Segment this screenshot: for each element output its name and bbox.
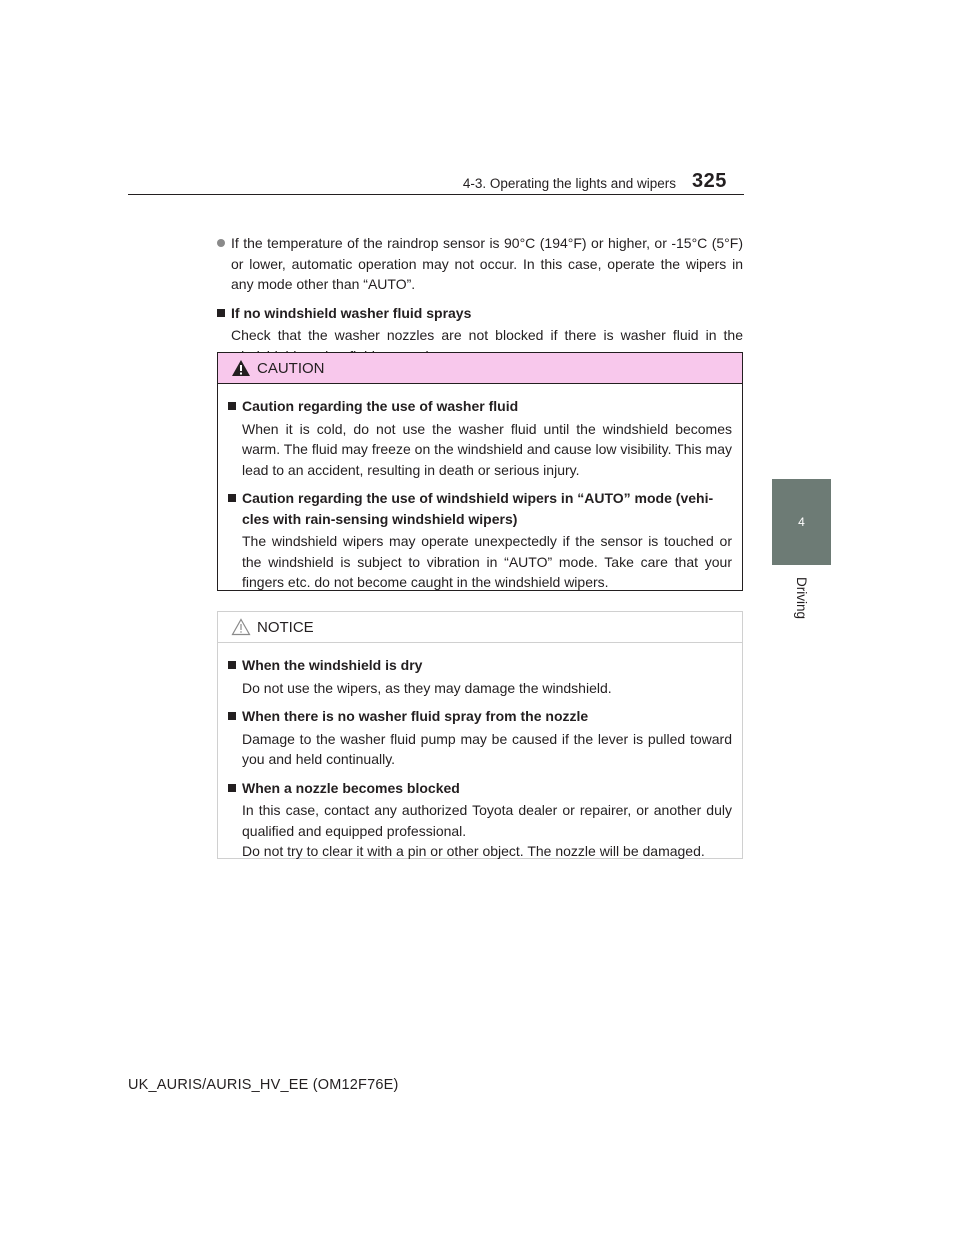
- section-title: 4-3. Operating the lights and wipers: [462, 176, 676, 191]
- warning-triangle-icon: [231, 359, 251, 377]
- intro-heading-text: If no windshield washer fluid sprays: [231, 304, 472, 321]
- caution-title: CAUTION: [257, 359, 325, 377]
- square-bullet-icon: [228, 494, 236, 502]
- caution-item-heading: [228, 488, 732, 529]
- caution-item-heading-text: Caution regarding the use of washer fluid: [242, 398, 519, 414]
- page-number: 325: [692, 170, 727, 192]
- square-bullet-icon: [228, 712, 236, 720]
- chapter-number: 4: [798, 515, 805, 529]
- notice-item-heading-text: When the windshield is dry: [242, 657, 423, 673]
- intro-heading: [217, 303, 743, 324]
- caution-body: [218, 384, 742, 593]
- caution-item-heading-text: Caution regarding the use of windshield wipers in “AUTO” mode (vehi-cles with rain-sensing windshield wipers): [242, 490, 714, 527]
- caution-item-heading: [228, 396, 732, 417]
- caution-header: [218, 353, 742, 384]
- header-rule: [128, 194, 744, 195]
- outline-warning-triangle-icon: [231, 618, 251, 636]
- square-bullet-icon: [217, 309, 225, 317]
- footer-model-code: UK_AURIS/AURIS_HV_EE (OM12F76E): [128, 1077, 399, 1093]
- chapter-label: Driving: [794, 577, 809, 620]
- notice-header: [218, 612, 742, 643]
- chapter-tab[interactable]: [772, 479, 831, 565]
- notice-body: [218, 643, 742, 862]
- square-bullet-icon: [228, 661, 236, 669]
- notice-item-heading: [228, 778, 732, 799]
- intro-bullet: [217, 233, 743, 295]
- bullet-dot-icon: [217, 239, 225, 247]
- notice-item-heading-text: When a nozzle becomes blocked: [242, 779, 460, 796]
- intro-body: Check that the washer nozzles are not blocked if there is washer fluid in the: [231, 327, 743, 343]
- square-bullet-icon: [228, 784, 236, 792]
- caution-item-body: When it is cold, do not use the washer fluid until the windshield becomes warm. The fluid may freeze on the windshield and cause low visibility. This may lead to an accident, resulting in death or serious injury.: [242, 420, 732, 478]
- notice-item-body: Do not use the wipers, as they may damage the windshield.: [242, 679, 612, 696]
- notice-title: NOTICE: [257, 618, 314, 636]
- intro-bullet-text: If the temperature of the raindrop sensor is 90°C (194°F) or higher, or -15°C (5°F) or lower, automatic operation may not occur. In this case, operate the wipers in any mode other than “AUTO”.: [231, 235, 743, 292]
- intro-content: [217, 233, 743, 366]
- notice-box: [217, 611, 743, 859]
- notice-item-heading-text: When there is no washer fluid spray from the nozzle: [242, 708, 589, 724]
- square-bullet-icon: [228, 402, 236, 410]
- notice-item-body: Damage to the washer fluid pump may be caused if the lever is pulled toward you and held continually.: [242, 730, 732, 767]
- caution-item-body: The windshield wipers may operate unexpectedly if the sensor is touched or the windshield is subject to vibration in “AUTO” mode. Take care that your fingers etc. do not become caught in the windshield wipers.: [242, 533, 732, 590]
- notice-item-heading: [228, 655, 732, 676]
- notice-item-heading: [228, 706, 732, 727]
- notice-item-body: In this case, contact any authorized Toyota dealer or repairer, or another duly qualified and equipped professional.: [242, 802, 732, 839]
- notice-item-body: Do not try to clear it with a pin or other object. The nozzle will be damaged.: [242, 843, 705, 859]
- caution-box: [217, 352, 743, 591]
